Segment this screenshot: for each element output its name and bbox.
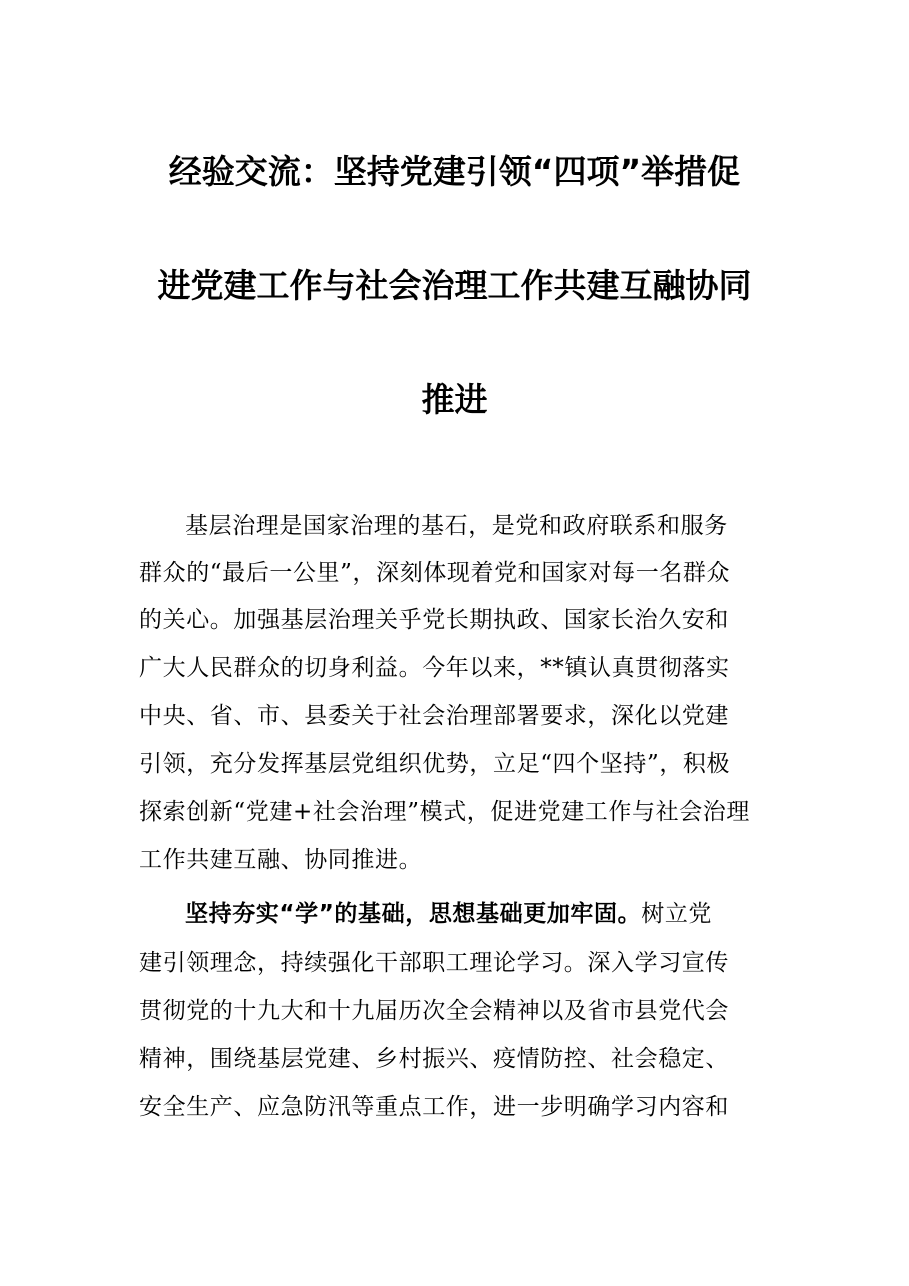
paragraph-line: 安全生产、应急防汛等重点工作，进一步明确学习内容和	[139, 1094, 729, 1120]
paragraph-line: 贯彻党的十九大和十九届历次全会精神以及省市县党代会	[139, 998, 729, 1024]
paragraph-line: 广大人民群众的切身利益。今年以来，**镇认真贯彻落实	[139, 655, 730, 681]
paragraph-line: 中央、省、市、县委关于社会治理部署要求，深化以党建	[139, 703, 729, 729]
document-title-line-3: 推进	[421, 380, 488, 419]
paragraph-line: 群众的“最后一公里”，深刻体现着党和国家对每一名群众	[139, 560, 731, 586]
document-title-line-1: 经验交流：坚持党建引领“四项”举措促	[168, 152, 741, 191]
section-heading: 坚持夯实“学”的基础，思想基础更加牢固。	[185, 901, 642, 927]
paragraph-line: 的关心。加强基层治理关乎党长期执政、国家长治久安和	[139, 607, 729, 633]
document-title-line-2: 进党建工作与社会治理工作共建互融协同	[157, 266, 752, 305]
paragraph-text: 树立党	[641, 901, 713, 927]
paragraph-line: 探索创新“党建+社会治理”模式，促进党建工作与社会治理	[139, 799, 750, 825]
paragraph-line: 建引领理念，持续强化干部职工理论学习。深入学习宣传	[139, 950, 729, 976]
paragraph-line	[185, 899, 779, 929]
paragraph-line: 基层治理是国家治理的基石，是党和政府联系和服务	[185, 513, 728, 539]
paragraph-line: 引领，充分发挥基层党组织优势，立足“四个坚持”，积极	[139, 751, 731, 777]
paragraph-line: 精神，围绕基层党建、乡村振兴、疫情防控、社会稳定、	[139, 1046, 729, 1072]
paragraph-line: 工作共建互融、协同推进。	[139, 847, 423, 873]
